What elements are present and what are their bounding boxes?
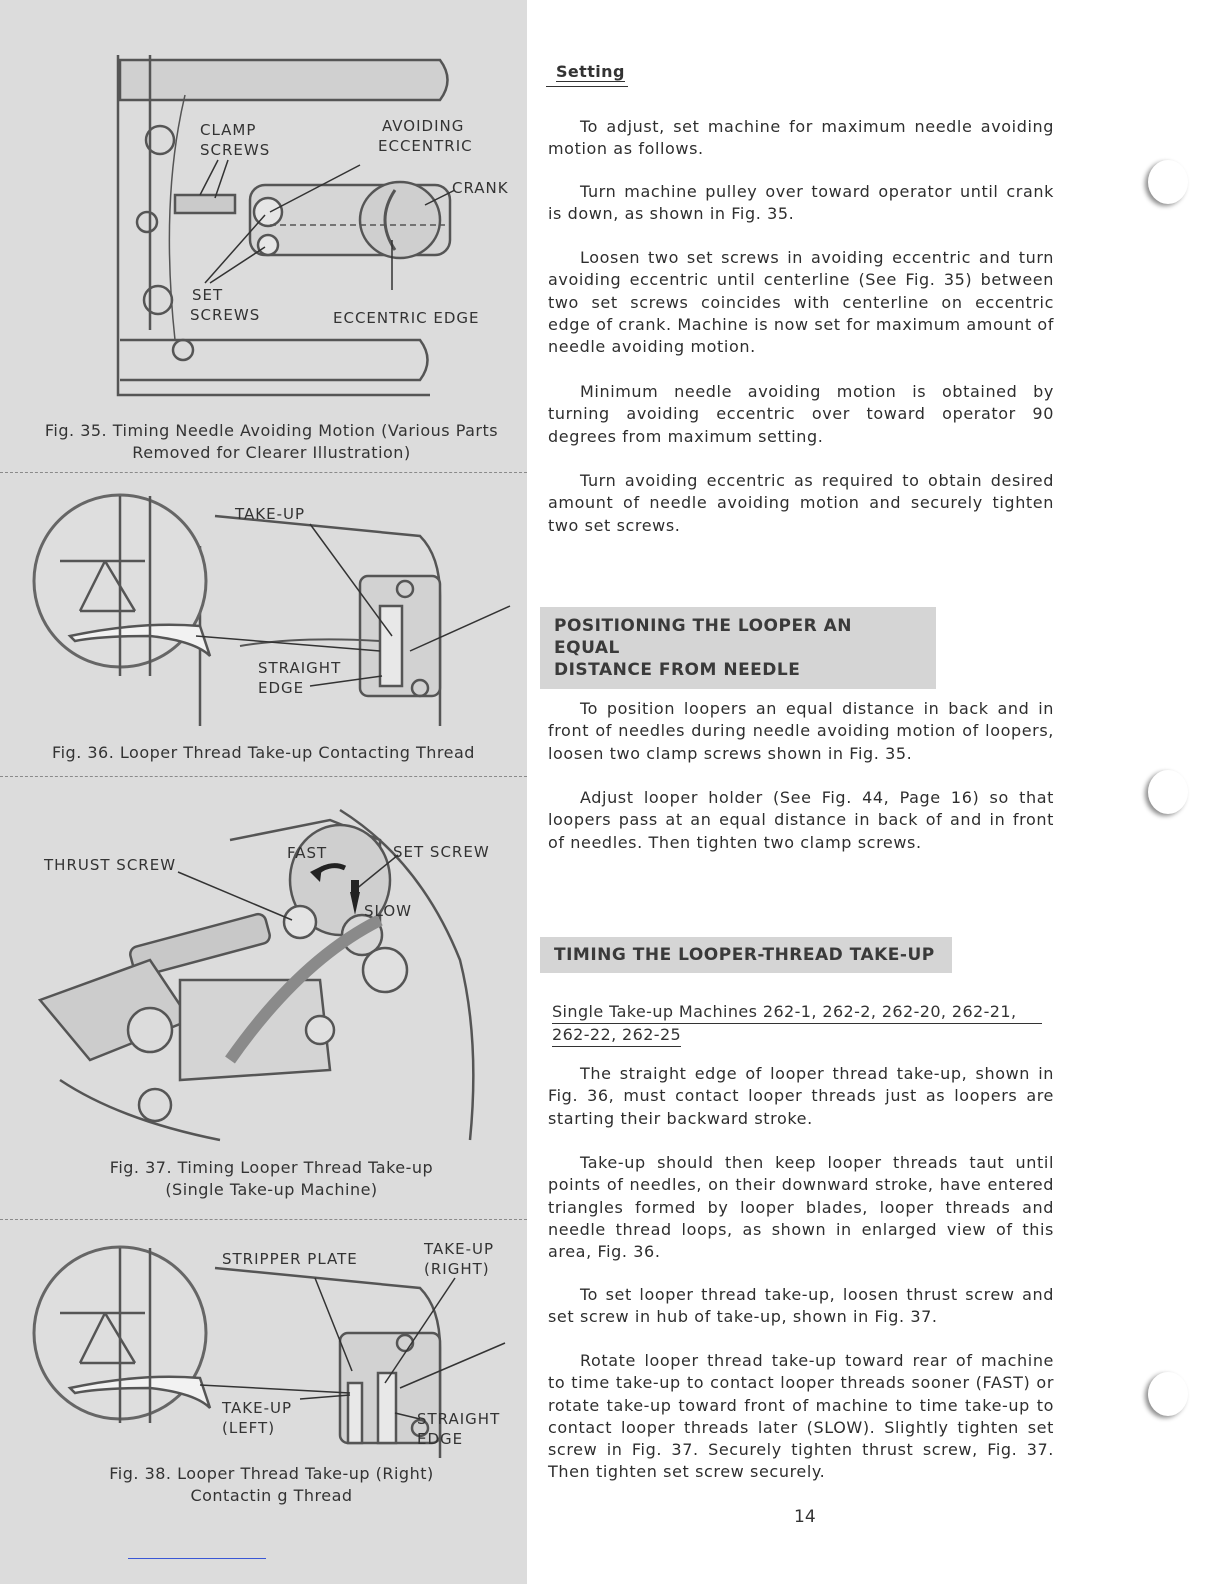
figure-35 — [0, 0, 527, 470]
label-fast: FAST — [287, 844, 328, 862]
illustration-column — [0, 0, 527, 1584]
figure-37-caption: Fig. 37. Timing Looper Thread Take-up (Single Take-up Machine) — [109, 1158, 434, 1199]
label-stripper-plate: STRIPPER PLATE — [222, 1250, 358, 1268]
positioning-paragraph: To position loopers an equal distance in back and in front of needles during needle avoiding motion of loopers, loosen two clamp screws shown in Fig. 35. — [548, 699, 1054, 763]
figure-separator — [0, 1219, 527, 1220]
label-slow: SLOW — [364, 902, 412, 920]
timing-paragraph: Take-up should then keep looper threads taut until points of needles, on their downward stroke, have entered triangles formed by looper blades, looper threads and needle thread loops, as shown in enlarged view of this area, Fig. 36. — [548, 1153, 1054, 1262]
label-set-screws: SET SCREWS — [190, 286, 261, 324]
figure-36-caption: Fig. 36. Looper Thread Take-up Contacting Thread — [52, 743, 475, 762]
timing-paragraph: To set looper thread take-up, loosen thrust screw and set screw in hub of take-up, shown in Fig. 37. — [548, 1285, 1054, 1327]
label-clamp-screws: CLAMP SCREWS — [200, 121, 271, 159]
setting-paragraph: Minimum needle avoiding motion is obtained by turning avoiding eccentric over toward operator 90 degrees from maximum setting. — [548, 382, 1054, 446]
figure-35-caption: Fig. 35. Timing Needle Avoiding Motion (Various Parts Removed for Clearer Illustration) — [44, 421, 499, 462]
binder-hole — [1148, 770, 1188, 814]
label-take-up-right: TAKE-UP (RIGHT) — [424, 1240, 495, 1278]
positioning-paragraph: Adjust looper holder (See Fig. 44, Page 16) so that loopers pass at an equal distance in back of and in front of needles. Then tighten two clamp screws. — [548, 788, 1054, 852]
setting-heading-rule — [546, 86, 628, 87]
label-straight-edge: STRAIGHT EDGE — [258, 659, 342, 697]
setting-paragraph: Turn machine pulley over toward operator until crank is down, as shown in Fig. 35. — [548, 182, 1054, 224]
page-number: 14 — [794, 1507, 816, 1527]
label-straight-edge-right: STRAIGHT EDGE — [417, 1410, 501, 1448]
label-take-up-left: TAKE-UP (LEFT) — [222, 1399, 293, 1437]
single-takeup-heading: Single Take-up Machines 262-1, 262-2, 262-20, 262-21, 262-22, 262-25 — [552, 1001, 1042, 1047]
timing-paragraph: The straight edge of looper thread take-up, shown in Fig. 36, must contact looper threads just as loopers are starting their backward stroke. — [548, 1064, 1054, 1128]
setting-paragraph: To adjust, set machine for maximum needle avoiding motion as follows. — [548, 117, 1054, 159]
setting-paragraph: Turn avoiding eccentric as required to obtain desired amount of needle avoiding motion and securely tighten two set screws. — [548, 471, 1054, 535]
setting-heading: Setting — [556, 62, 625, 81]
label-take-up: TAKE-UP — [235, 505, 306, 523]
figure-37 — [0, 780, 527, 1215]
figure-38 — [0, 1223, 527, 1523]
binder-hole — [1148, 1372, 1188, 1416]
label-crank: CRANK — [452, 179, 509, 197]
label-thrust-screw: THRUST SCREW — [44, 856, 177, 874]
figure-38-caption: Fig. 38. Looper Thread Take-up (Right) Contactin g Thread — [109, 1464, 434, 1505]
binder-hole — [1148, 160, 1188, 204]
figure-separator — [0, 472, 527, 473]
footer-rule — [128, 1558, 266, 1559]
figure-separator — [0, 776, 527, 777]
figure-35-drawing — [0, 0, 527, 410]
timing-paragraph: Rotate looper thread take-up toward rear of machine to time take-up to contact looper threads sooner (FAST) or rotate take-up toward front of machine to time take-up to contact looper threads later (SLOW). Slightly tighten set screw in Fig. 37. Securely tighten thrust screw, Fig. 37. Then tighten set screw securely. — [548, 1351, 1054, 1482]
label-eccentric-edge: ECCENTRIC EDGE — [333, 309, 480, 327]
label-avoiding-eccentric: AVOIDING ECCENTRIC — [378, 117, 473, 155]
positioning-heading: POSITIONING THE LOOPER AN EQUAL DISTANCE FROM NEEDLE — [540, 607, 936, 689]
label-set-screw: SET SCREW — [393, 843, 490, 861]
timing-heading: TIMING THE LOOPER-THREAD TAKE-UP — [540, 937, 952, 973]
figure-37-drawing — [0, 780, 527, 1150]
setting-paragraph: Loosen two set screws in avoiding eccentric and turn avoiding eccentric until centerline (See Fig. 35) between two set screws coincides with centerline on eccentric edge of crank. Machine is now set for maximum amount of needle avoiding motion. — [548, 248, 1054, 357]
figure-36 — [0, 476, 527, 774]
